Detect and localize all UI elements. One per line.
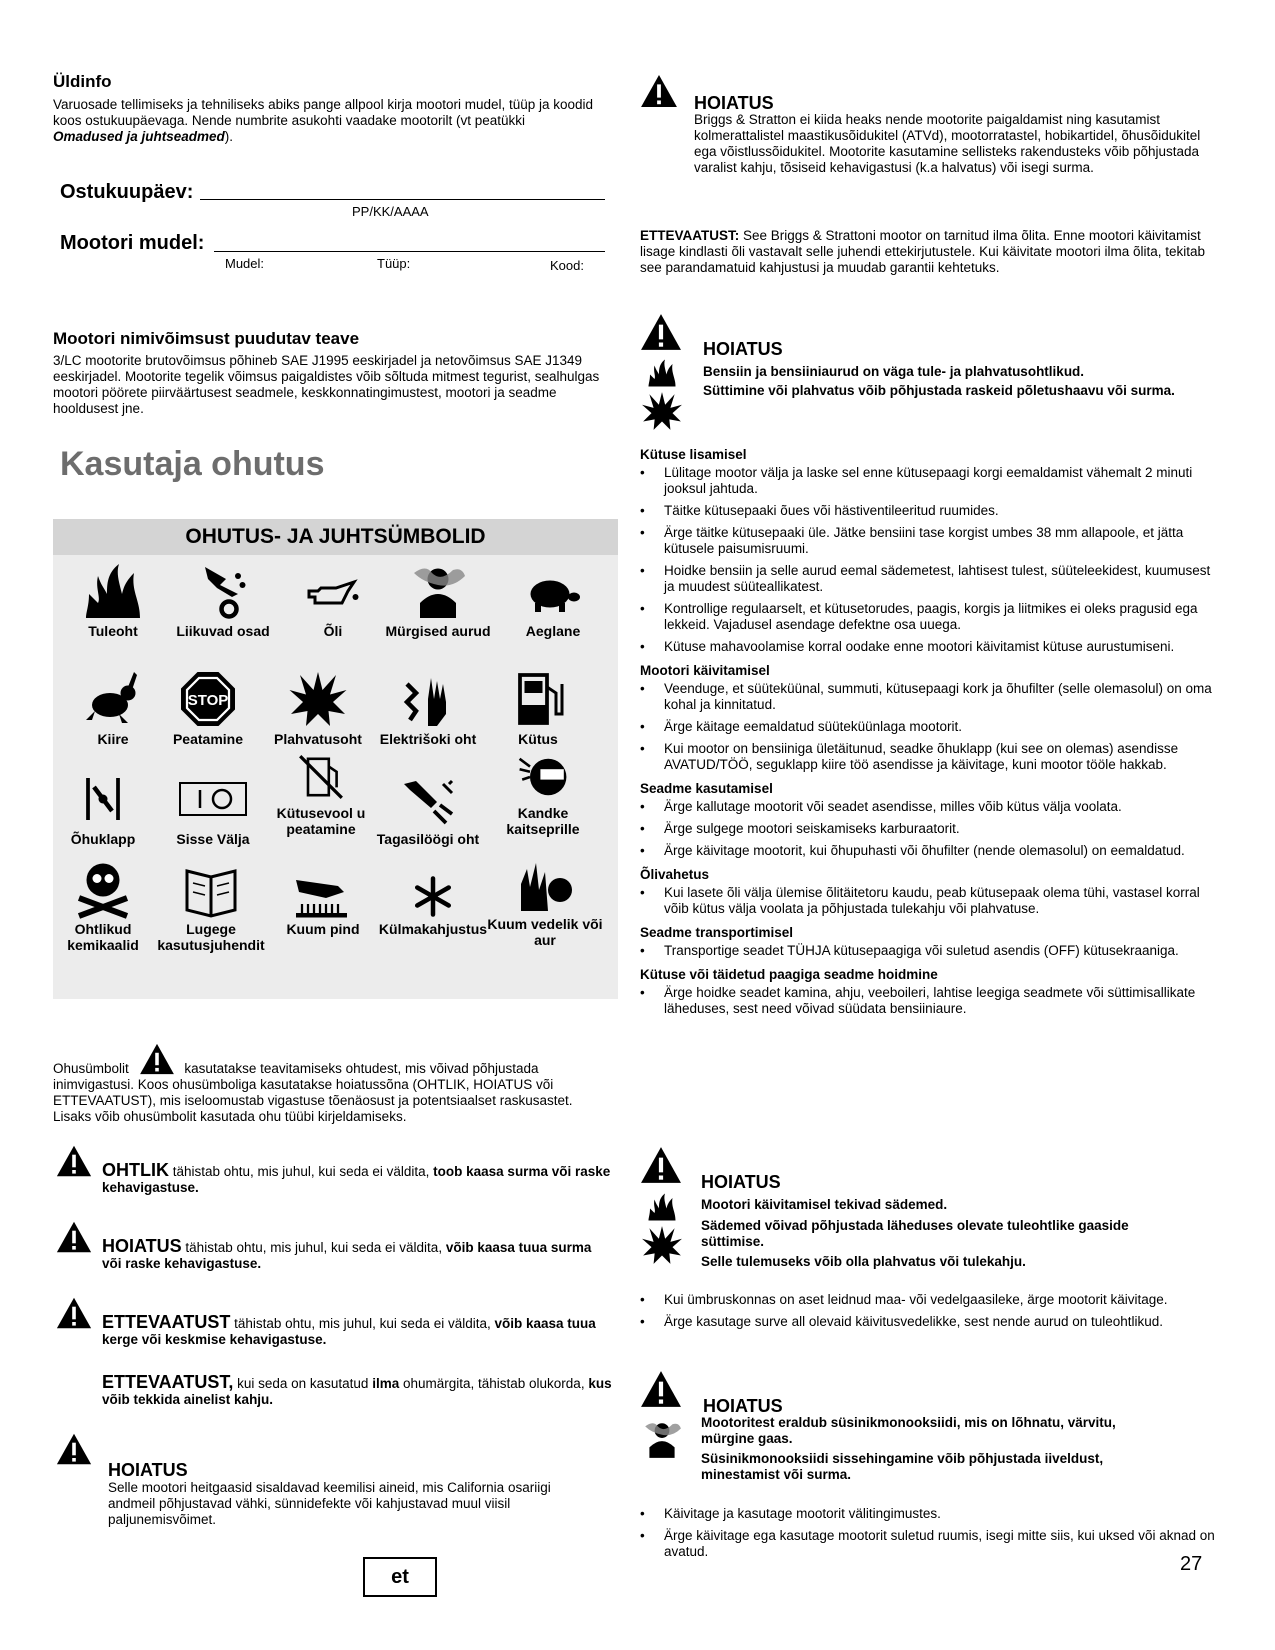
- list-item: • Ärge täitke kütusepaaki üle. Jätke bensiini tase korgist umbes 38 mm allapoole, et jätta kütusele paisumisruumi.: [640, 525, 1215, 557]
- level-notice: [102, 1374, 617, 1408]
- list-item: • Veenduge, et süüteküünal, summuti, kütusepaagi kork ja õhufilter (selle olemasolul) on oma kohal ja kinnitatud.: [640, 681, 1215, 713]
- bullet-list: [640, 985, 1215, 1017]
- symbol-explosion: [258, 669, 378, 747]
- bullet-list: [640, 1292, 1215, 1330]
- list-item: • Ärge sulgege mootori seiskamiseks karburaatorit.: [640, 821, 1215, 837]
- alert-icon: [56, 1220, 92, 1254]
- oil-can-icon: [298, 561, 368, 621]
- safety-title: Kasutaja ohutus: [60, 445, 325, 483]
- co-list-wrap: [640, 1506, 1215, 1566]
- symbol-kickback: [368, 769, 488, 847]
- bullet-list: [640, 465, 1215, 655]
- list-item: • Transportige seadet TÜHJA kütusepaagiga või suletud asendis (OFF) kütusekraaniga.: [640, 943, 1215, 959]
- level-word: OHTLIK: [102, 1160, 169, 1180]
- level-word: HOIATUS: [102, 1236, 182, 1256]
- section-title: Seadme transportimisel: [640, 925, 794, 940]
- level-caution: [102, 1314, 612, 1348]
- stop-sign-icon: [173, 669, 243, 729]
- warning-title: HOIATUS: [703, 339, 783, 359]
- list-item: • Kui lasete õli välja ülemise õlitäitetoru kaudu, peab kütusepaak olema tühi, vastasel korral võib kütus välja voolata ja põhjustada tulekahju või plahvatuse.: [640, 885, 1215, 917]
- level-text2: ohumärgita, tähistab olukorda,: [399, 1376, 589, 1391]
- level-word: ETTEVAATUST: [102, 1312, 231, 1332]
- skull-crossbones-icon: [68, 859, 138, 919]
- level-bold: kus võib tekkida ainelist kahju.: [102, 1376, 612, 1407]
- purchase-date-label: Ostukuupäev:: [60, 181, 194, 203]
- level-danger: [102, 1162, 612, 1196]
- toxic-fumes-icon: [403, 561, 473, 621]
- general-text-body: Varuosade tellimiseks ja tehniliseks abiks pange allpool kirja mootori mudel, tüüp ja koodid koos ostukuupäevaga. Nende numbrite asukohti vaadake mootorilt (vt peatükki: [53, 97, 594, 128]
- symbol-choke: [43, 769, 163, 847]
- symbol-oil: [273, 561, 393, 639]
- symbol-label: Mürgised aurud: [385, 623, 491, 639]
- level-text: tähistab ohtu, mis juhul, kui seda ei väldita,: [169, 1164, 434, 1179]
- alert-icon: [56, 1296, 92, 1330]
- on-off-icon: [178, 769, 248, 829]
- choke-icon: [68, 769, 138, 829]
- fire-icon: [643, 1192, 681, 1222]
- list-item: • Hoidke bensiin ja selle aurud eemal sädemetest, lahtisest tulest, süüteleekidest, kuumusest ja muudest süüteallikatest.: [640, 563, 1215, 595]
- alert-intro: [53, 1043, 613, 1125]
- turtle-icon: [518, 561, 588, 621]
- date-format-hint: PP/KK/AAAA: [352, 204, 429, 219]
- alert-intro-after: kasutatakse teavitamiseks ohtudest, mis võivad põhjustada inimvigastusi. Koos ohusümboliga kasutatakse hoiatussõna (OHTLIK, HOIATUS või ETTEVAATUST), mis iseloomustab vigastuse tõenäosust ja potentsiaalset raskusastet. Lisaks võib ohusümbolit kasutada ohu tüübi kirjeldamiseks.: [53, 1061, 573, 1124]
- level-bold: võib kaasa tuua surma või raske kehavigastuse.: [102, 1240, 592, 1271]
- symbol-label: Lugege kasutusjuhendit: [157, 921, 265, 953]
- symbol-eye-protection: [483, 751, 603, 837]
- warning-fuel-line1: Bensiin ja bensiiniaurud on väga tule- ja plahvatusohtlikud.: [703, 364, 1085, 379]
- safety-alert-icon: [139, 1043, 175, 1075]
- engine-model-line[interactable]: [214, 251, 605, 252]
- symbols-title: OHUTUS- JA JUHTSÜMBOLID: [53, 519, 618, 555]
- section-title: Kütuse lisamisel: [640, 447, 747, 462]
- warning-co-line1: Mootoritest eraldub süsinikmonooksiidi, mis on lõhnatu, värvitu, mürgine gaas.: [701, 1415, 1116, 1446]
- general-text-ref: Omadused ja juhtseadmed: [53, 129, 225, 144]
- symbol-stop: [148, 669, 268, 747]
- section-title: Seadme kasutamisel: [640, 781, 773, 796]
- sparks-list-wrap: [640, 1292, 1215, 1336]
- general-title: Üldinfo: [53, 72, 112, 91]
- caution-oil: [640, 228, 1210, 276]
- symbol-label: Õli: [323, 623, 343, 639]
- caution-word: ETTEVAATUST:: [640, 228, 740, 243]
- ca-warning-title: HOIATUS: [108, 1460, 188, 1480]
- general-text: [53, 97, 598, 145]
- symbol-fuel: [478, 669, 598, 747]
- alert-icon: [640, 74, 678, 108]
- safety-glasses-icon: [508, 751, 578, 803]
- caution-text: See Briggs & Strattoni mootor on tarnitud ilma õlita. Enne mootori käivitamist lisage kindlasti õli vastavalt selle juhendi ettekirjutustele. Kui käivitate mootori ilma õlita, tekitab see parandamatuid kahjustusi ja muudab garantii kehtetuks.: [640, 228, 1206, 275]
- symbol-moving-parts: [163, 561, 283, 639]
- toxic-fumes-icon: [641, 1418, 683, 1460]
- explosion-icon: [641, 1224, 683, 1266]
- alert-icon: [56, 1144, 92, 1178]
- fuel-safety-sections: [640, 447, 1215, 1023]
- level-mid: ilma: [372, 1376, 400, 1391]
- language-badge: et: [363, 1557, 437, 1597]
- list-item: • Lülitage mootor välja ja laske sel enne kütusepaagi korgi eemaldamist vähemalt 2 minuti jooksul jahtuda.: [640, 465, 1215, 497]
- bullet-list: [640, 799, 1215, 859]
- symbol-toxic-fumes: [378, 561, 498, 639]
- symbol-label: Tuleoht: [88, 623, 138, 639]
- bullet-list: [640, 681, 1215, 773]
- alert-icon: [640, 1370, 682, 1408]
- model-hint: Mudel:: [225, 256, 265, 271]
- symbol-label: Aeglane: [525, 623, 581, 639]
- list-item: • Käivitage ja kasutage mootorit välitingimustes.: [640, 1506, 1215, 1522]
- symbol-slow: [493, 561, 613, 639]
- warning-title: HOIATUS: [694, 93, 774, 113]
- symbol-label: Kütus: [518, 731, 558, 747]
- symbol-label: Kuum pind: [286, 921, 360, 937]
- list-item: • Ärge käitage eemaldatud süüteküünlaga mootorit.: [640, 719, 1215, 735]
- list-item: • Ärge hoidke seadet kamina, ahju, veeboileri, lahtise leegiga seadmete või süttimisallikate läheduses, sest need võivad süüdata bensiiniaure.: [640, 985, 1215, 1017]
- list-item: • Täitke kütusepaaki õues või hästiventileeritud ruumides.: [640, 503, 1215, 519]
- level-text: kui seda on kasutatud: [233, 1376, 373, 1391]
- page-number: 27: [1180, 1553, 1203, 1575]
- fuel-pump-icon: [503, 669, 573, 729]
- fuel-shutoff-icon: [286, 751, 356, 803]
- explosion-icon: [641, 390, 683, 432]
- list-item: • Ärge kallutage mootorit või seadet asendisse, milles võib kütus välja voolata.: [640, 799, 1215, 815]
- level-text: tähistab ohtu, mis juhul, kui seda ei väldita,: [181, 1240, 446, 1255]
- list-item: • Ärge kasutage surve all olevaid käivitusvedelikke, sest nende aurud on tuleohtlikud.: [640, 1314, 1215, 1330]
- symbol-label: Tagasilöögi oht: [376, 831, 480, 847]
- power-text: 3/LC mootorite brutovõimsus põhineb SAE J1995 eeskirjadel ja netovõimsus SAE J1349 eeskirjadel. Mootorite tegelik võimsus paigaldistes võib sõltuda mitmest tegurist, sealhulgas mootori pöörete piirväärtusest seadmele, keskkonnatingimustest, mootori ja seadme hooldusest jne.: [53, 353, 600, 416]
- warning-sparks-line1: Mootori käivitamisel tekivad sädemed.: [701, 1197, 948, 1212]
- warning-title: HOIATUS: [701, 1172, 781, 1192]
- alert-icon: [56, 1432, 92, 1466]
- hot-surface-icon: [288, 874, 358, 919]
- level-warning: [102, 1238, 612, 1272]
- symbol-label: Kütusevool u peatamine: [276, 805, 366, 837]
- electric-shock-icon: [393, 669, 463, 729]
- level-text: tähistab ohtu, mis juhul, kui seda ei väldita,: [230, 1316, 495, 1331]
- book-icon: [176, 859, 246, 919]
- engine-model-label: Mootori mudel:: [60, 232, 205, 254]
- symbol-label: Kuum vedelik või aur: [487, 916, 603, 948]
- symbol-label: Kiire: [97, 731, 129, 747]
- symbol-electric-shock: [368, 669, 488, 747]
- list-item: • Ärge käivitage ega kasutage mootorit suletud ruumis, isegi mitte siis, kui uksed või aknad on avatud.: [640, 1528, 1215, 1560]
- stop-text: STOP: [187, 692, 229, 709]
- list-item: • Kui mootor on bensiiniga ületäitunud, seadke õhuklapp (kui see on olemas) asendisse AVATUD/TÖÖ, seguklapp kiire töö asendisse ja käivitage, kuni mootor tööle hakkab.: [640, 741, 1215, 773]
- section-title: Õlivahetus: [640, 867, 710, 882]
- warning-co-line2: Süsinikmonooksiidi sissehingamine võib põhjustada iiveldust, minestamist või surma.: [701, 1451, 1104, 1482]
- symbol-on-off: [153, 769, 273, 847]
- warning-sparks-line2: Sädemed võivad põhjustada läheduses olevate tuleohtlike gaaside süttimise.: [701, 1218, 1129, 1249]
- warning-atv-text: Briggs & Stratton ei kiida heaks nende mootorite paigaldamist ning kasutamist kolmerattalistel maastikusõidukitel (ATVd), mootorratastel, hobikartidel, õhusõidukitel ega võistlussõidukitel. Mootorite kasutamine sellisteks rakendusteks võib põhjustada varalist kahju, tõsiseid kehavigastusi (k.a halvatus) või isegi surma.: [694, 112, 1201, 175]
- bullet-list: [640, 885, 1215, 917]
- list-item: • Ärge käivitage mootorit, kui õhupuhasti või õhufilter (nende olemasolul) on eemaldatud.: [640, 843, 1215, 859]
- symbol-label: Peatamine: [172, 731, 244, 747]
- general-text-end: ).: [224, 129, 234, 144]
- purchase-date-line[interactable]: [200, 199, 605, 200]
- section-title: Kütuse või täidetud paagiga seadme hoidmine: [640, 967, 938, 982]
- warning-fuel-line2: Süttimine või plahvatus võib põhjustada raskeid põletushaavu või surma.: [703, 383, 1175, 398]
- symbol-hot-surface: [263, 874, 383, 937]
- alert-intro-before: Ohusümbolit: [53, 1061, 129, 1076]
- symbol-frostbite: [373, 874, 493, 937]
- power-title: Mootori nimivõimsust puudutav teave: [53, 329, 360, 348]
- moving-parts-icon: [188, 561, 258, 621]
- symbols-panel: [53, 519, 618, 999]
- fire-icon: [643, 358, 681, 388]
- symbol-label: Õhuklapp: [70, 831, 136, 847]
- symbol-label: Elektrišoki oht: [379, 731, 477, 747]
- symbol-label: Plahvatusoht: [274, 731, 362, 747]
- fire-icon: [78, 561, 148, 621]
- bullet-list: [640, 943, 1215, 959]
- ca-warning-text: Selle mootori heitgaasid sisaldavad keemilisi aineid, mis California osariigi andmeil põhjustavad vähki, sünnidefekte või kahjustavad muul viisil paljunemisvõimet.: [108, 1480, 551, 1527]
- rabbit-icon: [78, 669, 148, 729]
- list-item: • Kütuse mahavoolamise korral oodake enne mootori käivitamist kütuse aurustumiseni.: [640, 639, 1215, 655]
- warning-sparks-line3: Selle tulemuseks võib olla plahvatus või tulekahju.: [701, 1254, 1026, 1269]
- symbol-fuel-shutoff: [261, 751, 381, 837]
- explosion-icon: [283, 669, 353, 729]
- code-hint: Kood:: [550, 258, 584, 273]
- snowflake-icon: [398, 874, 468, 919]
- symbol-fire: [53, 561, 173, 639]
- level-word: ETTEVAATUST,: [102, 1372, 234, 1392]
- list-item: • Kontrollige regulaarselt, et kütusetorudes, paagis, korgis ja liitmikes ei oleks pragusid ega lekkeid. Vajadusel asendage defektne osa uuega.: [640, 601, 1215, 633]
- type-hint: Tüüp:: [377, 256, 411, 271]
- symbol-label: Sisse Välja: [176, 831, 250, 847]
- list-item: • Kui ümbruskonnas on aset leidnud maa- või vedelgaasileke, ärge mootorit käivitage.: [640, 1292, 1215, 1308]
- alert-icon: [640, 1146, 682, 1184]
- alert-icon: [640, 313, 682, 351]
- section-title: Mootori käivitamisel: [640, 663, 770, 678]
- level-bold: toob kaasa surma või raske kehavigastuse.: [102, 1164, 611, 1195]
- hot-liquid-icon: [510, 854, 580, 914]
- bullet-list: [640, 1506, 1215, 1560]
- warning-title: HOIATUS: [703, 1396, 783, 1416]
- symbol-hot-liquid: [485, 854, 605, 948]
- symbol-read-manual: [151, 859, 271, 953]
- kickback-icon: [393, 769, 463, 829]
- symbol-label: Ohtlikud kemikaalid: [67, 921, 139, 953]
- symbol-hazardous-chemicals: [43, 859, 163, 953]
- level-bold: võib kaasa tuua kerge või keskmise kehavigastuse.: [102, 1316, 596, 1347]
- symbol-label: Kandke kaitseprille: [506, 805, 580, 837]
- symbol-label: Liikuvad osad: [176, 623, 270, 639]
- symbol-label: Külmakahjustus: [378, 921, 488, 937]
